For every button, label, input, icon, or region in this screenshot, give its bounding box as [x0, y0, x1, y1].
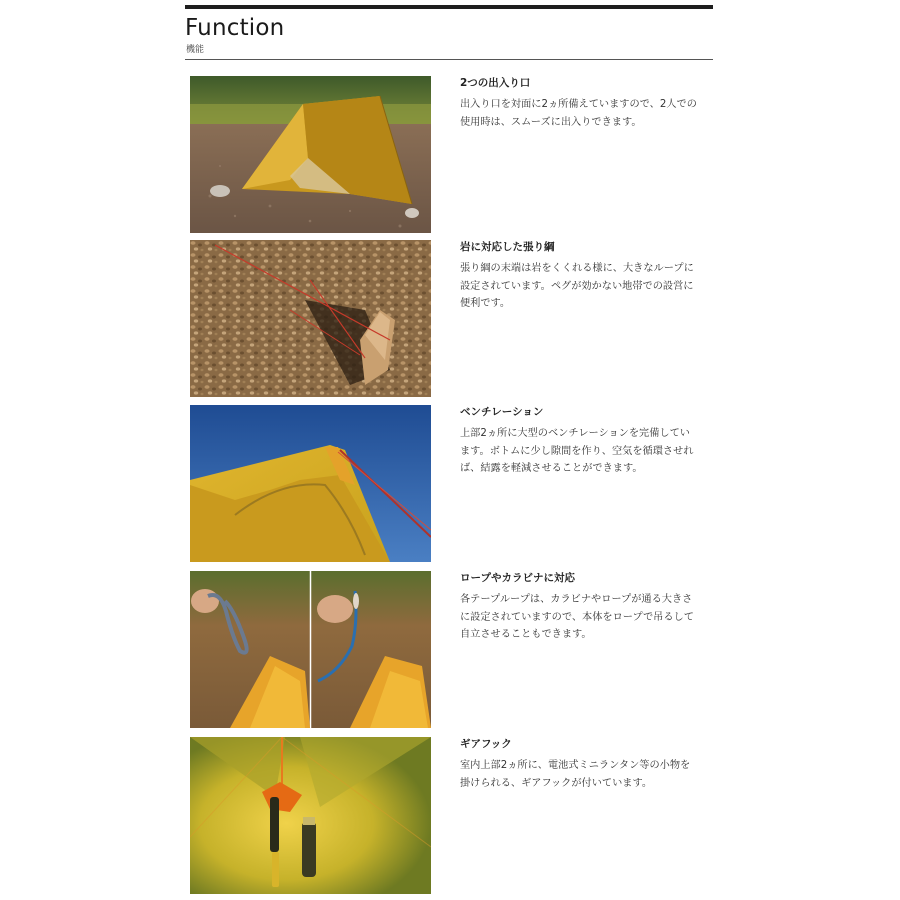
feature-title: ギアフック	[460, 738, 512, 750]
feature-title: ロープやカラビナに対応	[460, 572, 575, 584]
rock-guyline-photo	[190, 240, 431, 397]
feature-rope-carabiner	[190, 571, 713, 731]
tent-photo	[190, 76, 431, 233]
header-top-bar	[185, 5, 713, 9]
feature-description: 張り綱の末端は岩をくくれる様に、大きなループに 設定されています。ペグが効かない地帯での設営に 便利です。	[460, 263, 694, 309]
feature-gear-hook	[190, 737, 713, 897]
feature-title: ベンチレーション	[460, 406, 544, 418]
feature-rock-guyline	[190, 240, 713, 400]
feature-ventilation	[190, 405, 713, 565]
page-title: Function	[185, 15, 285, 41]
page-subtitle: 機能	[186, 45, 205, 55]
feature-title: 2つの出入り口	[460, 77, 531, 89]
ventilation-photo	[190, 405, 431, 562]
feature-title: 岩に対応した張り綱	[460, 241, 555, 253]
gear-hook-photo	[190, 737, 431, 894]
feature-description: 上部2ヵ所に大型のベンチレーションを完備してい ます。ボトムに少し隙間を作り、空気を循環させれ ば、結露を軽減させることができます。	[460, 428, 694, 474]
carabiner-rope-photo	[190, 571, 431, 728]
feature-description: 室内上部2ヵ所に、電池式ミニランタン等の小物を 掛けられる、ギアフックが付いています。	[460, 760, 691, 789]
feature-description: 出入り口を対面に2ヵ所備えていますので、2人での 使用時は、スムーズに出入りできます。	[460, 99, 697, 128]
feature-two-entrances	[190, 76, 713, 236]
header-divider	[185, 59, 713, 60]
feature-description: 各テープループは、カラビナやロープが通る大きさ に設定されていますので、本体をロープで吊るして 自立させることもできます。	[460, 594, 694, 640]
